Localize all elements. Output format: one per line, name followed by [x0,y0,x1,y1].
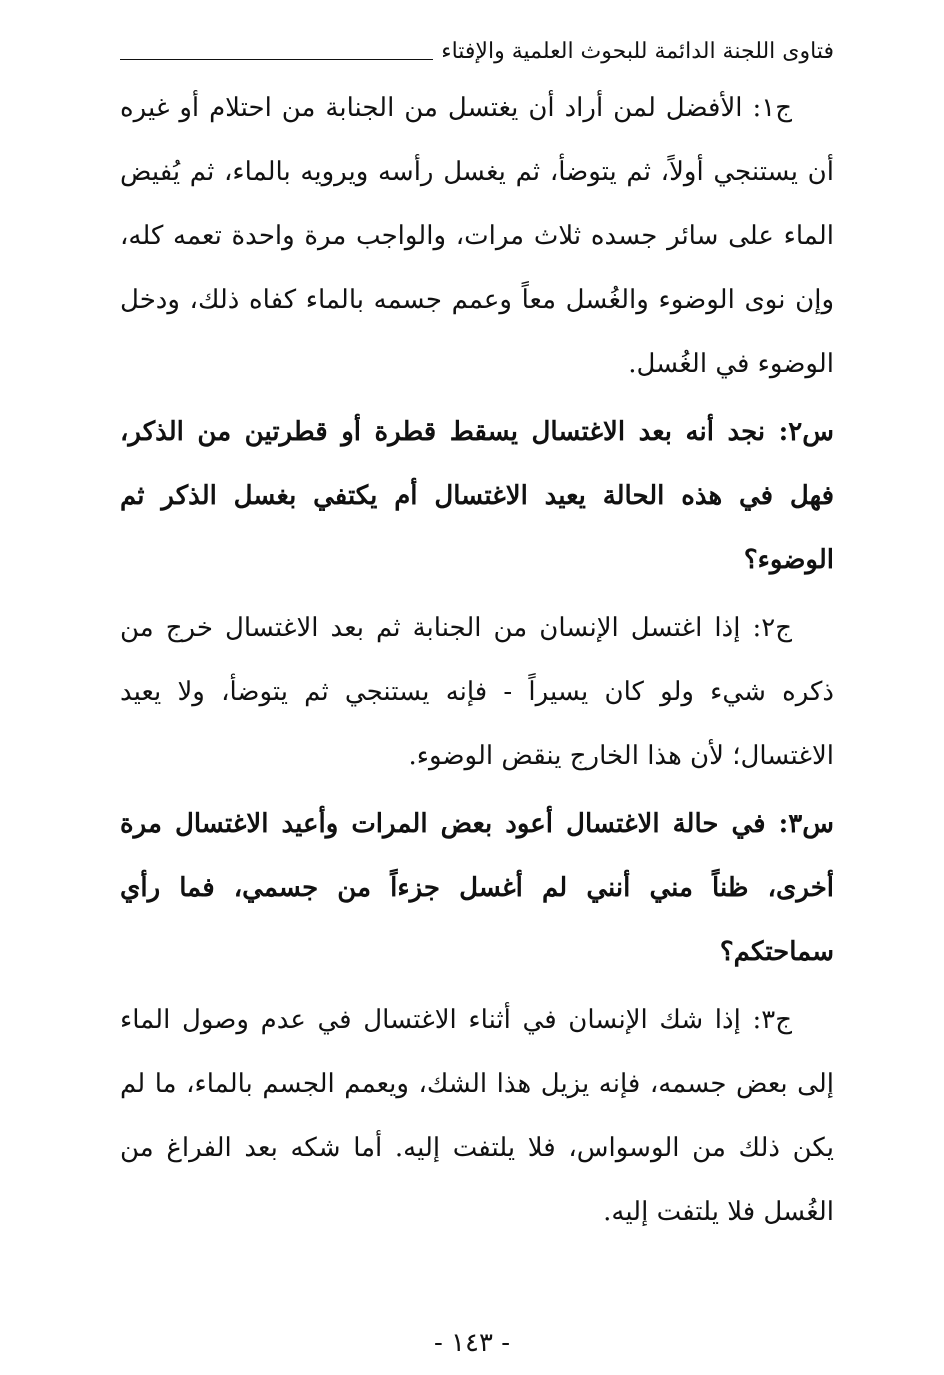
question-text: نجد أنه بعد الاغتسال يسقط قطرة أو قطرتين من الذكر، فهل في هذه الحالة يعيد الاغتسال أم يكتفي بغسل الذكر ثم الوضوء؟ [120,417,834,575]
answer-1 [120,76,834,396]
answer-label: ج٣: [752,1005,792,1035]
answer-text: إذا شك الإنسان في أثناء الاغتسال في عدم وصول الماء إلى بعض جسمه، فإنه يزيل هذا الشك، ويعمم الجسم بالماء، ما لم يكن ذلك من الوسواس، فلا يلتفت إليه. أما شكه بعد الفراغ من الغُسل فلا يلتفت إليه. [120,1005,834,1227]
question-label: س٣: [778,809,834,839]
question-text: في حالة الاغتسال أعود بعض المرات وأعيد الاغتسال مرة أخرى، ظناً مني أنني لم أغسل جزءاً من جسمي، فما رأي سماحتكم؟ [120,809,834,967]
answer-3 [120,988,834,1244]
answer-label: ج١: [752,93,793,123]
page-number: - ١٤٣ - [433,1328,511,1358]
answer-2 [120,596,834,788]
page-content [120,76,834,1248]
running-header [120,30,834,66]
answer-label: ج٢: [752,613,793,643]
header-title: فتاوى اللجنة الدائمة للبحوث العلمية والإفتاء [441,39,834,64]
question-label: س٢: [778,417,834,447]
header-rule [120,59,433,60]
question-3 [120,792,834,984]
question-2 [120,400,834,592]
answer-text: إذا اغتسل الإنسان من الجنابة ثم بعد الاغتسال خرج من ذكره شيء ولو كان يسيراً - فإنه يستنجي ثم يتوضأ، ولا يعيد الاغتسال؛ لأن هذا الخارج ينقض الوضوء. [120,613,834,771]
answer-text: الأفضل لمن أراد أن يغتسل من الجنابة من احتلام أو غيره أن يستنجي أولاً، ثم يتوضأ، ثم يغسل رأسه ويرويه بالماء، ثم يُفيض الماء على سائر جسده ثلاث مرات، والواجب مرة واحدة تعمه كله، وإن نوى الوضوء والغُسل معاً وعمم جسمه بالماء كفاه ذلك، ودخل الوضوء في الغُسل. [120,93,834,379]
